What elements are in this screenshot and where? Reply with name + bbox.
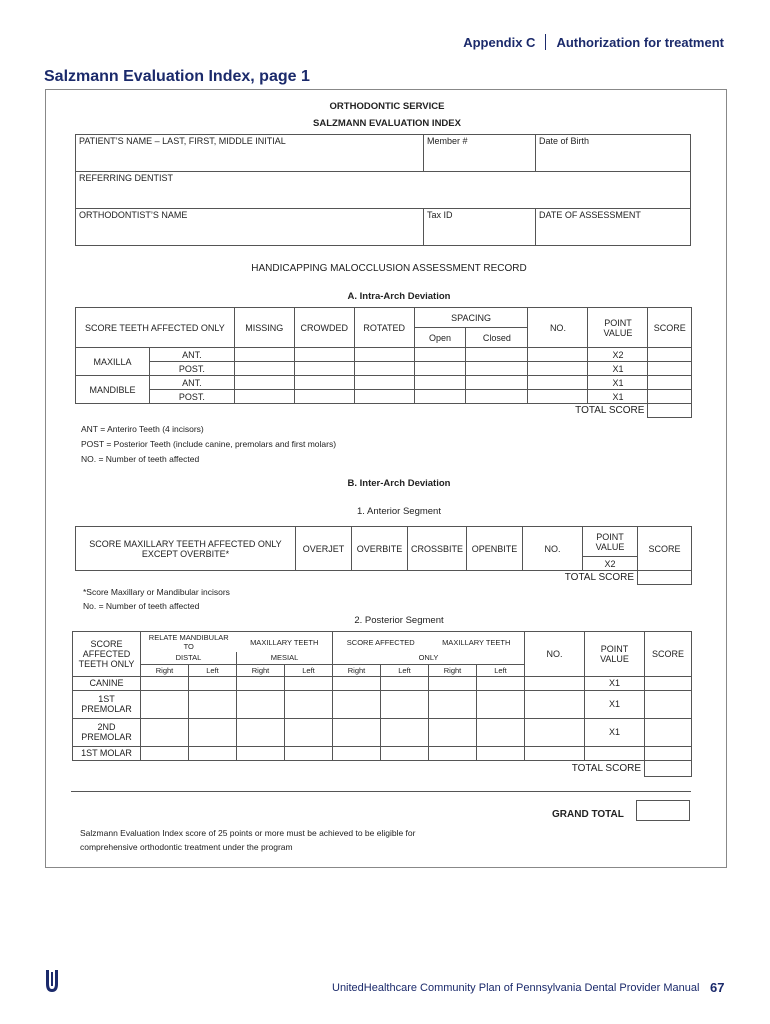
patient-info-table	[75, 134, 691, 246]
appendix-title: Authorization for treatment	[556, 34, 724, 50]
no-header: NO.	[523, 527, 583, 571]
total-score-box[interactable]	[648, 404, 692, 418]
max-teeth-label: MAXILLARY TEETH	[237, 632, 333, 653]
cell[interactable]	[648, 390, 692, 404]
left-label: Left	[285, 664, 333, 676]
eligibility-note-2: comprehensive orthodontic treatment under the program	[80, 842, 293, 852]
referring-field[interactable]	[76, 172, 691, 209]
posterior-segment-table	[72, 631, 692, 777]
cell[interactable]	[648, 376, 692, 390]
cell[interactable]	[414, 390, 466, 404]
canine-label: CANINE	[73, 676, 141, 690]
openbite-header: OPENBITE	[467, 527, 523, 571]
missing-header: MISSING	[234, 308, 294, 348]
cell[interactable]	[189, 676, 237, 690]
header-divider	[545, 34, 546, 50]
score-affected-header: SCORE AFFECTED TEETH ONLY	[73, 632, 141, 677]
no-header: NO.	[525, 632, 585, 677]
total-score-label: TOTAL SCORE	[564, 572, 635, 584]
right-label: Right	[141, 664, 189, 676]
cell[interactable]	[294, 376, 354, 390]
cell[interactable]	[466, 390, 528, 404]
anterior-segment-table	[75, 526, 692, 585]
right-label: Right	[333, 664, 381, 676]
cell[interactable]	[381, 718, 429, 746]
row-label: POST.	[150, 390, 235, 404]
ortho-name-label: ORTHODONTIST’S NAME	[79, 210, 188, 220]
date-assess-field[interactable]	[536, 209, 691, 246]
eligibility-note-1: Salzmann Evaluation Index score of 25 points or more must be achieved to be eligible for	[80, 828, 416, 838]
premolar-1-label: 1ST PREMOLAR	[73, 690, 141, 718]
cell[interactable]	[237, 690, 285, 718]
cell[interactable]	[525, 746, 585, 760]
patient-name-label: PATIENT’S NAME – LAST, FIRST, MIDDLE INITIAL	[79, 136, 286, 146]
only-row	[333, 652, 525, 664]
cell[interactable]	[189, 690, 237, 718]
total-score-label: TOTAL SCORE	[571, 762, 641, 774]
cell[interactable]	[333, 690, 381, 718]
cell[interactable]	[648, 362, 692, 376]
cell[interactable]	[333, 718, 381, 746]
cell[interactable]	[528, 376, 588, 390]
cell[interactable]	[189, 718, 237, 746]
rotated-header: ROTATED	[354, 308, 414, 348]
row-label: ANT.	[150, 348, 235, 362]
no-header: NO.	[528, 308, 588, 348]
max-teeth-label-2: MAXILLARY TEETH	[429, 632, 525, 653]
referring-label: REFERRING DENTIST	[79, 173, 174, 183]
cell[interactable]	[429, 746, 477, 760]
molar-label: 1ST MOLAR	[73, 746, 141, 760]
score-affected-label: SCORE AFFECTED	[333, 632, 429, 653]
cell[interactable]	[237, 718, 285, 746]
score-header: SCORE	[645, 632, 692, 677]
distal-label: DISTAL	[141, 652, 237, 664]
form-title-1: ORTHODONTIC SERVICE	[329, 101, 445, 112]
cell[interactable]	[414, 362, 466, 376]
row-label: POST.	[150, 362, 235, 376]
dob-label: Date of Birth	[539, 136, 590, 146]
grand-total-box[interactable]	[636, 800, 690, 821]
cell[interactable]	[381, 690, 429, 718]
cell[interactable]	[528, 362, 588, 376]
score-teeth-header: SCORE TEETH AFFECTED ONLY	[76, 308, 235, 348]
page-title: Salzmann Evaluation Index, page 1	[44, 68, 310, 85]
ortho-name-field[interactable]	[76, 209, 424, 246]
point-value: X1	[585, 718, 645, 746]
cell[interactable]	[414, 376, 466, 390]
left-label: Left	[189, 664, 237, 676]
grand-total-label: GRAND TOTAL	[552, 809, 624, 820]
cell[interactable]	[285, 718, 333, 746]
score-max-header: SCORE MAXILLARY TEETH AFFECTED ONLY EXCEPT OVERBITE*	[76, 527, 296, 571]
point-value-header: POINT VALUE	[585, 632, 645, 677]
cell[interactable]	[645, 690, 692, 718]
cell[interactable]	[354, 390, 414, 404]
left-label: Left	[381, 664, 429, 676]
dob-field[interactable]	[536, 135, 691, 172]
point-value: X1	[588, 390, 648, 404]
cell[interactable]	[234, 362, 294, 376]
row-label: ANT.	[150, 376, 235, 390]
cell[interactable]	[645, 718, 692, 746]
form-title-2: SALZMANN EVALUATION INDEX	[313, 118, 461, 129]
member-label: Member #	[427, 136, 468, 146]
point-value: X1	[588, 362, 648, 376]
cell[interactable]	[525, 690, 585, 718]
cell[interactable]	[528, 348, 588, 362]
cell[interactable]	[141, 676, 189, 690]
mandible-label: MANDIBLE	[76, 376, 150, 404]
cell[interactable]	[234, 390, 294, 404]
total-score-label: TOTAL SCORE	[575, 405, 645, 417]
cell[interactable]	[525, 676, 585, 690]
posterior-segment-title: 2. Posterior Segment	[354, 615, 444, 626]
cell[interactable]	[285, 690, 333, 718]
note-no: NO. = Number of teeth affected	[81, 454, 200, 464]
point-value: X2	[583, 557, 638, 571]
cell[interactable]	[354, 348, 414, 362]
cell[interactable]	[429, 676, 477, 690]
maxilla-label: MAXILLA	[76, 348, 150, 376]
uhc-logo-icon	[44, 968, 60, 994]
score-header: SCORE	[638, 527, 692, 571]
cell[interactable]	[477, 690, 525, 718]
total-score-box[interactable]	[638, 571, 692, 585]
salzmann-form	[45, 89, 727, 868]
hmar-title: HANDICAPPING MALOCCLUSION ASSESSMENT RECORD	[251, 263, 527, 274]
note-post: POST = Posterior Teeth (include canine, premolars and first molars)	[81, 439, 337, 449]
cell[interactable]	[466, 362, 528, 376]
cell[interactable]	[648, 348, 692, 362]
total-score-box[interactable]	[645, 760, 692, 776]
point-value: X1	[588, 376, 648, 390]
note-no-b: No. = Number of teeth affected	[83, 601, 200, 611]
cell[interactable]	[477, 676, 525, 690]
section-b-title: B. Inter-Arch Deviation	[347, 478, 451, 489]
cell[interactable]	[141, 746, 189, 760]
cell[interactable]	[414, 348, 466, 362]
cell[interactable]	[466, 348, 528, 362]
tax-id-field[interactable]	[424, 209, 536, 246]
cell[interactable]	[466, 376, 528, 390]
cell[interactable]	[528, 390, 588, 404]
note-incisors: *Score Maxillary or Mandibular incisors	[83, 587, 230, 597]
score-header: SCORE	[648, 308, 692, 348]
cell[interactable]	[354, 362, 414, 376]
patient-name-field[interactable]	[76, 135, 424, 172]
spacing-header: SPACING	[414, 308, 528, 328]
premolar-2-label: 2ND PREMOLAR	[73, 718, 141, 746]
cell[interactable]	[477, 718, 525, 746]
cell[interactable]	[354, 376, 414, 390]
cell[interactable]	[525, 718, 585, 746]
closed-header: Closed	[466, 328, 528, 348]
point-value-header: POINT VALUE	[588, 308, 648, 348]
point-value: X1	[585, 690, 645, 718]
date-assess-label: DATE OF ASSESSMENT	[539, 210, 641, 220]
right-label: Right	[429, 664, 477, 676]
cell[interactable]	[645, 746, 692, 760]
section-a-title: A. Intra-Arch Deviation	[347, 291, 451, 302]
cell[interactable]	[285, 676, 333, 690]
cell[interactable]	[234, 376, 294, 390]
appendix-label: Appendix C	[463, 34, 536, 50]
point-value-header: POINT VALUE	[583, 527, 638, 557]
divider-line	[71, 791, 691, 792]
left-label: Left	[477, 664, 525, 676]
member-field[interactable]	[424, 135, 536, 172]
relate-label: RELATE MANDIBULAR TO	[141, 632, 237, 653]
cell[interactable]	[141, 718, 189, 746]
cell[interactable]	[294, 390, 354, 404]
crossbite-header: CROSSBITE	[408, 527, 467, 571]
tax-id-label: Tax ID	[427, 210, 453, 220]
page-header	[463, 34, 724, 50]
cell[interactable]	[477, 746, 525, 760]
only-label: ONLY	[418, 653, 439, 663]
overjet-header: OVERJET	[296, 527, 352, 571]
overbite-header: OVERBITE	[352, 527, 408, 571]
cell[interactable]	[585, 746, 645, 760]
point-value: X2	[588, 348, 648, 362]
anterior-segment-title: 1. Anterior Segment	[357, 506, 441, 517]
point-value: X1	[585, 676, 645, 690]
open-header: Open	[414, 328, 466, 348]
cell[interactable]	[333, 746, 381, 760]
cell[interactable]	[294, 362, 354, 376]
cell[interactable]	[381, 676, 429, 690]
cell[interactable]	[294, 348, 354, 362]
cell[interactable]	[234, 348, 294, 362]
intra-arch-table	[75, 307, 692, 418]
cell[interactable]	[285, 746, 333, 760]
page-number: 67	[710, 980, 725, 995]
mesial-label: MESIAL	[237, 652, 333, 664]
right-label: Right	[237, 664, 285, 676]
note-ant: ANT = Anteriro Teeth (4 incisors)	[81, 424, 204, 434]
cell[interactable]	[189, 746, 237, 760]
cell[interactable]	[237, 676, 285, 690]
cell[interactable]	[381, 746, 429, 760]
cell[interactable]	[429, 718, 477, 746]
crowded-header: CROWDED	[294, 308, 354, 348]
cell[interactable]	[333, 676, 381, 690]
footer-text: UnitedHealthcare Community Plan of Pennsylvania Dental Provider Manual	[332, 982, 700, 994]
cell[interactable]	[141, 690, 189, 718]
cell[interactable]	[429, 690, 477, 718]
cell[interactable]	[237, 746, 285, 760]
cell[interactable]	[645, 676, 692, 690]
